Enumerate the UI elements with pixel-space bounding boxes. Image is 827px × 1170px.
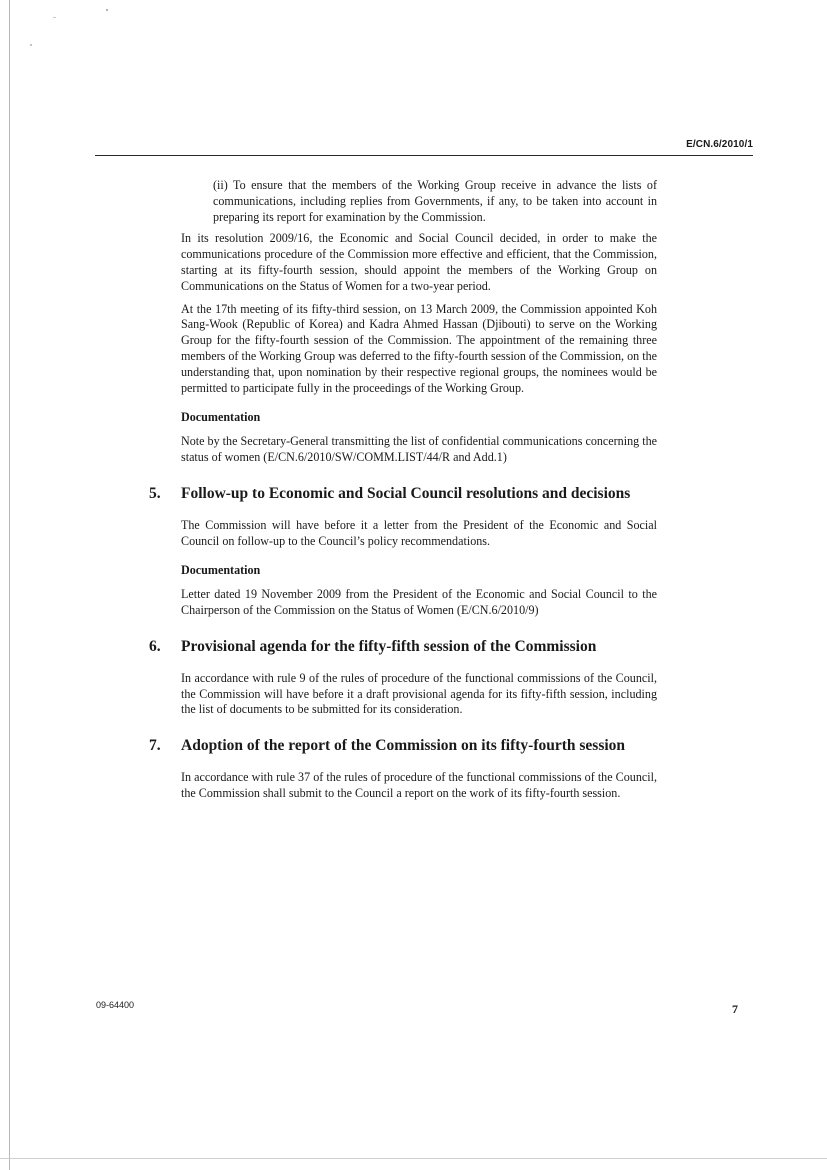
section-number: 6. <box>149 637 161 655</box>
scan-left-edge <box>9 0 10 1170</box>
scan-speck <box>106 9 108 11</box>
section-title: Provisional agenda for the fifty-fifth session of the Commission <box>181 637 597 655</box>
documentation-heading: Documentation <box>181 410 261 425</box>
section-text: In accordance with rule 37 of the rules of procedure of the functional commissions of the Council, the Commission shall submit to the Council a report on the work of its fifty-fourth session. <box>181 770 657 800</box>
section-text: In accordance with rule 9 of the rules of procedure of the functional commissions of the Council, the Commission will have before it a draft provisional agenda for its fifty-fifth session, including the list of documents to be submitted for its consideration. <box>181 670 657 717</box>
section-heading <box>149 484 657 504</box>
section-heading <box>149 736 657 756</box>
section-text: The Commission will have before it a letter from the President of the Economic and Social Council on follow-up to the Council’s policy recommendations. <box>181 517 657 548</box>
section-title: Adoption of the report of the Commission on its fifty-fourth session <box>181 737 626 755</box>
page-body <box>149 178 657 809</box>
document-symbol: E/CN.6/2010/1 <box>686 139 753 150</box>
section-number: 7. <box>149 737 161 755</box>
documentation-text: Note by the Secretary-General transmitting the list of confidential communications concerning the status of women (E/CN.6/2010/SW/COMM.LIST/44/R and Add.1) <box>181 434 657 464</box>
documentation-text: Letter dated 19 November 2009 from the President of the Economic and Social Council to the Chairperson of the Commission on the Status of Women (E/CN.6/2010/9) <box>181 587 657 617</box>
header-rule <box>95 155 753 156</box>
paragraph-appointment: At the 17th meeting of its fifty-third session, on 13 March 2009, the Commission appointed Koh Sang-Wook (Republic of Korea) and Kadra Ahmed Hassan (Djibouti) to serve on the Working Group for the fifty-fourth session of the Commission. The appointment of the remaining three members of the Working Group was deferred to the fifty-fourth session of the Commission, on the understanding that, upon nomination by their respective regional groups, the nominees would be permitted to participate fully in the proceedings of the Working Group. <box>181 301 657 395</box>
agenda-item-7 <box>149 736 657 802</box>
section-number: 5. <box>149 484 161 502</box>
list-item-ii: (ii) To ensure that the members of the Working Group receive in advance the lists of communications, including replies from Governments, if any, to be taken into account in preparing its report for examination by the Commission. <box>213 178 657 224</box>
section-heading <box>149 637 657 657</box>
section-title: Follow-up to Economic and Social Council resolutions and decisions <box>181 484 631 502</box>
paragraph-resolution: In its resolution 2009/16, the Economic and Social Council decided, in order to make the communications procedure of the Commission more effective and efficient, that the Commission, starting at its fifty-fourth session, should appoint the members of the Working Group on Communications on the Status of Women for a two-year period. <box>181 231 657 293</box>
scan-speck <box>30 44 32 46</box>
job-number: 09-64400 <box>96 1000 135 1010</box>
scan-bottom-edge <box>0 1158 827 1159</box>
page-number: 7 <box>732 1002 738 1016</box>
agenda-item-6 <box>149 637 657 718</box>
agenda-item-5 <box>149 484 657 619</box>
documentation-heading: Documentation <box>181 563 261 578</box>
scan-speck <box>53 17 56 18</box>
